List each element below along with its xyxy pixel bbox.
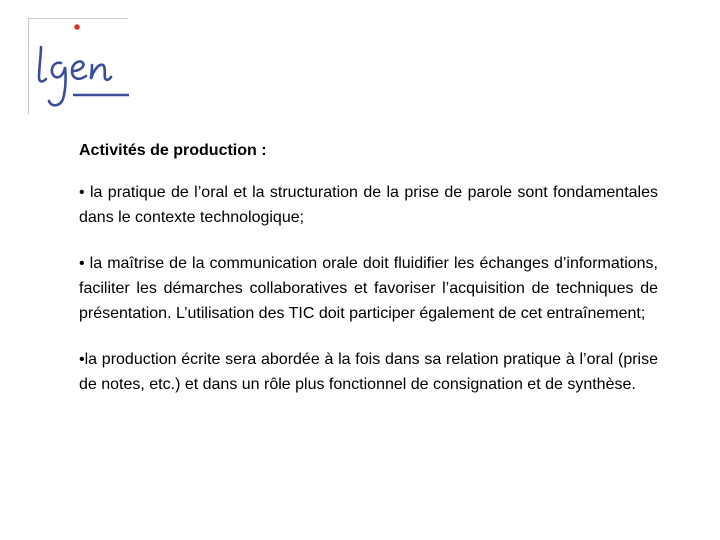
logo-dot (74, 24, 80, 30)
logo-letter-e (72, 61, 86, 78)
logo-letter-i (39, 47, 46, 81)
igen-logo (28, 18, 128, 114)
slide-heading: Activités de production : (79, 142, 267, 159)
bullet-paragraph-communication: • la maîtrise de la communication orale doit fluidifier les échanges d’informations, faciliter les démarches collaboratives et favoriser l’acquisition de techniques de présentation. L’utilisation des TIC doit participer également de cet entraînement; (79, 255, 658, 322)
logo-letter-n (91, 65, 111, 80)
bullet-paragraph-oral: • la pratique de l’oral et la structuration de la prise de parole sont fondamentales dans le contexte technologique; (79, 184, 658, 226)
igen-logo-icon (29, 19, 129, 115)
bullet-paragraph-ecrite: •la production écrite sera abordée à la fois dans sa relation pratique à l’oral (prise de notes, etc.) et dans un rôle plus fonctionnel de consignation et de synthèse. (79, 351, 658, 393)
slide-content (79, 138, 658, 418)
logo-letter-g (49, 63, 66, 106)
